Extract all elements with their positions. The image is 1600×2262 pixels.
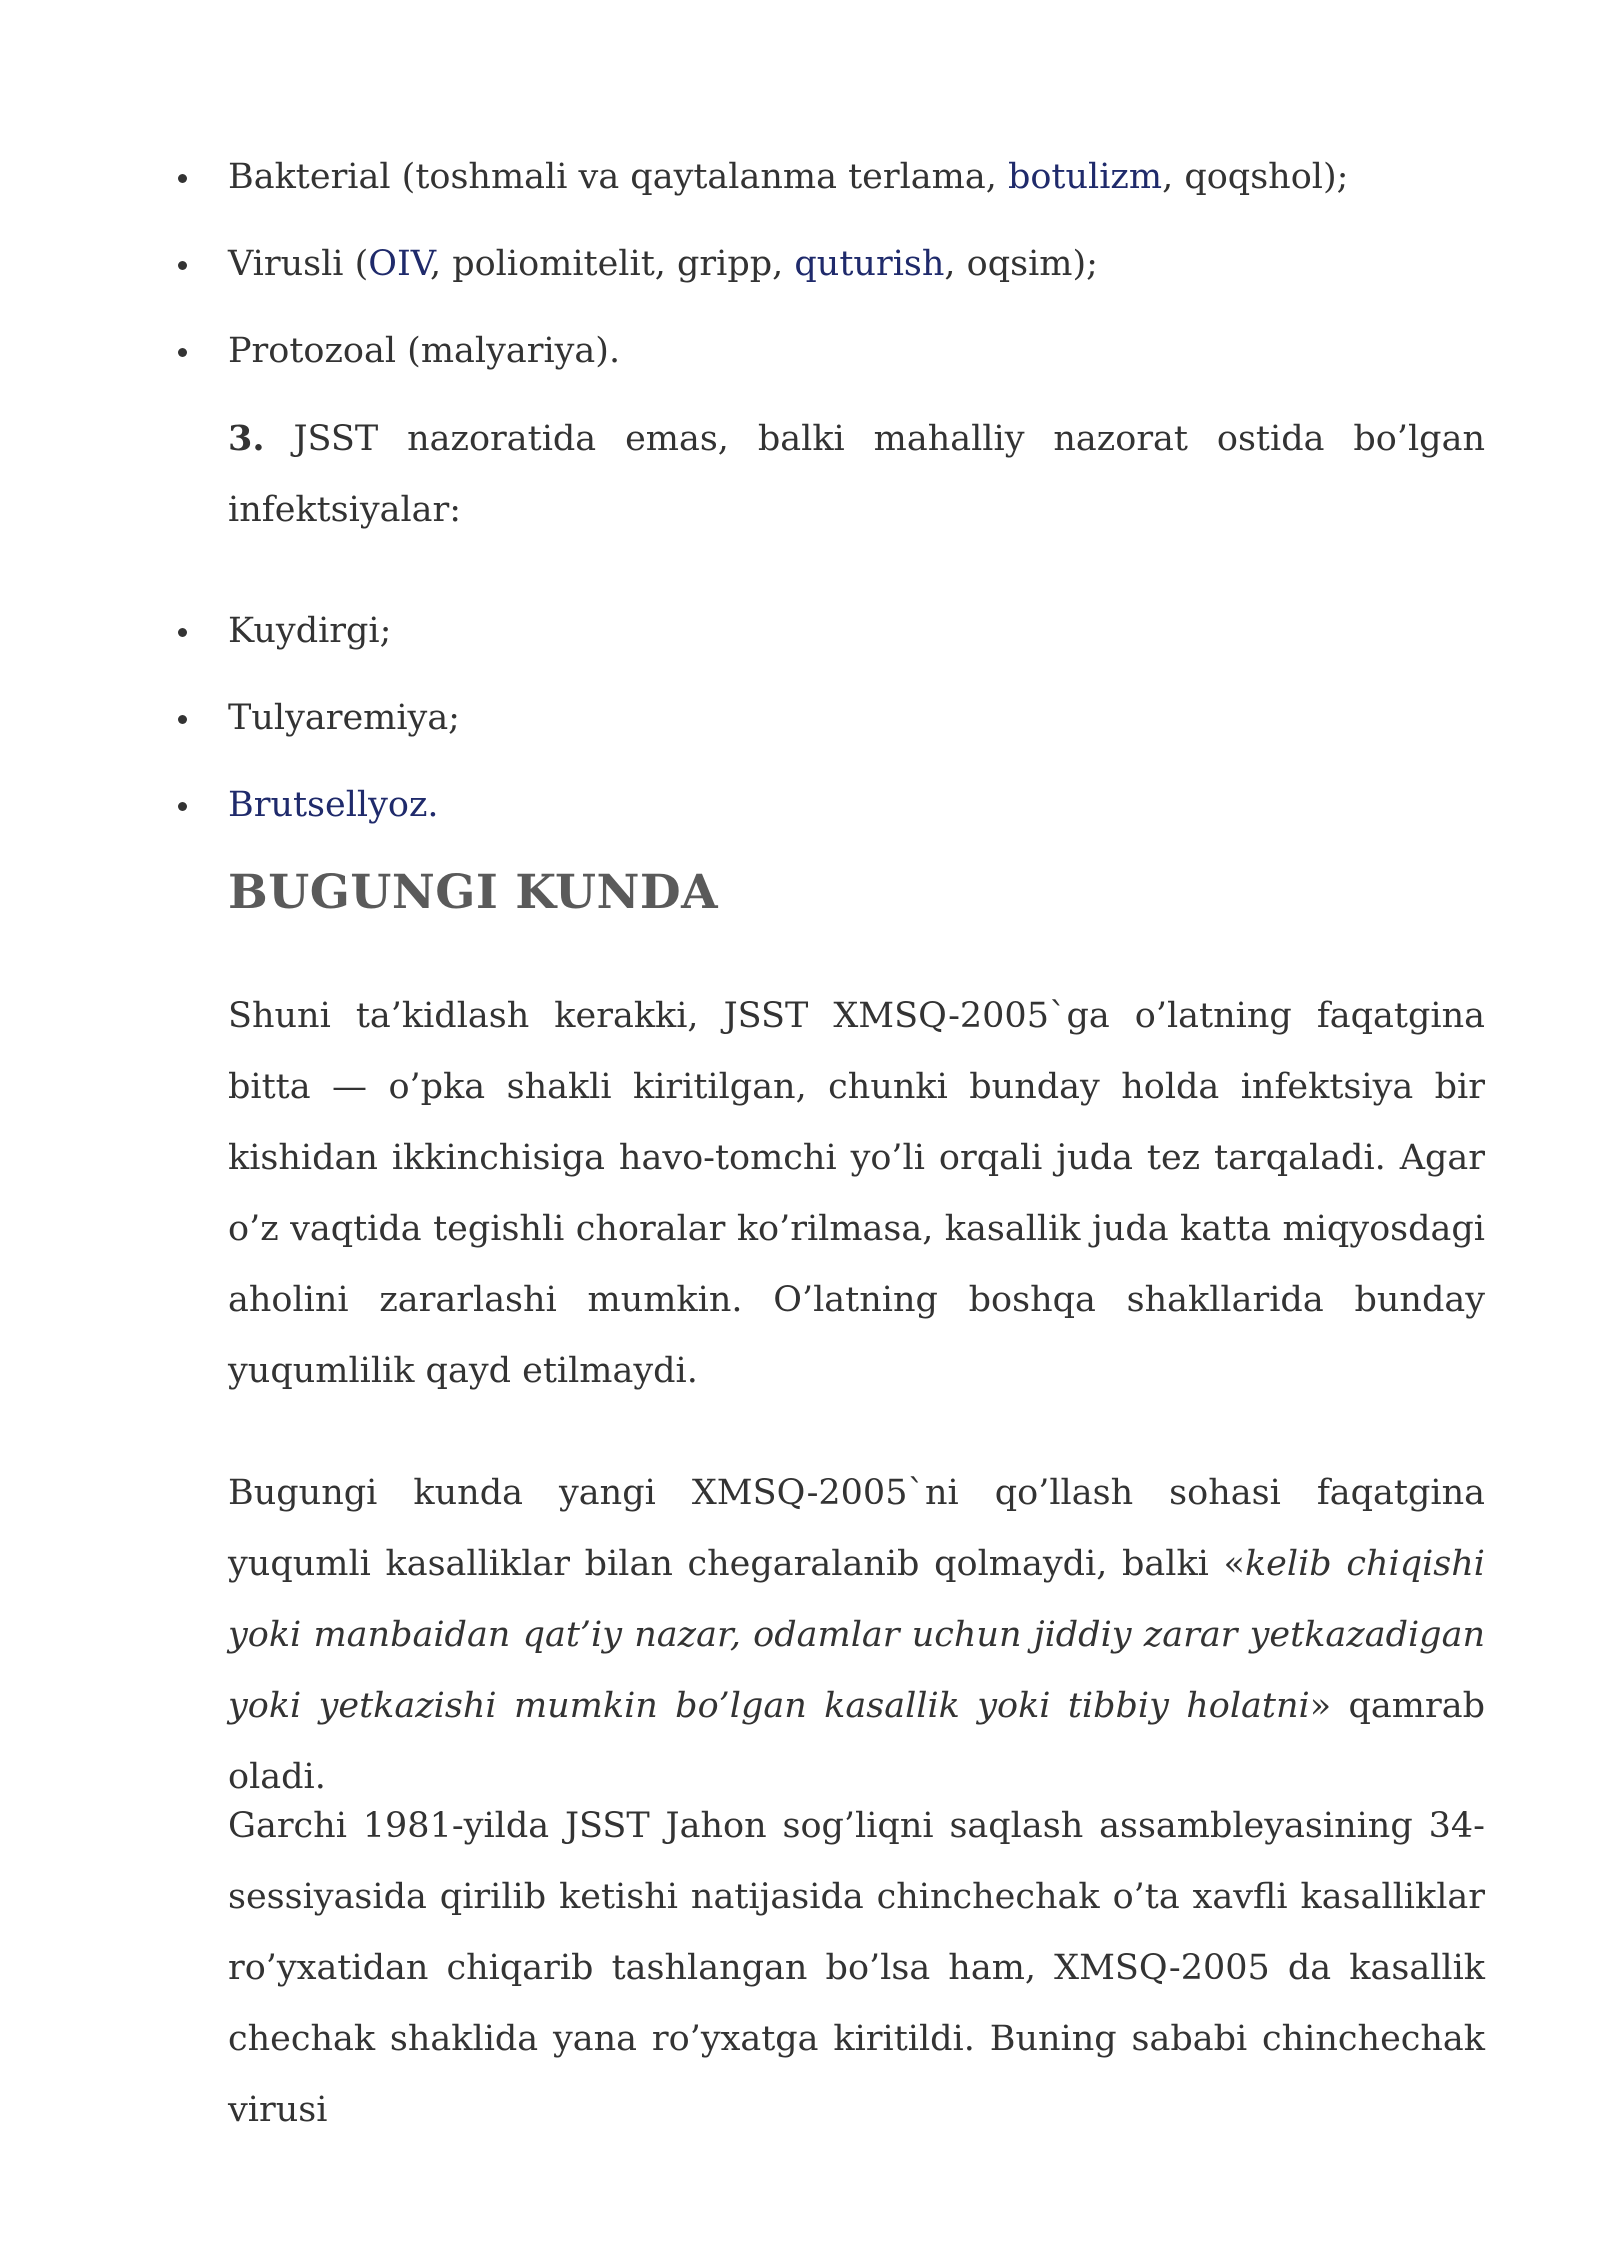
list-item-bacterial [0,134,1600,221]
infection-list-who [0,134,1600,395]
list-item-text: Kuydirgi; [228,611,392,651]
paragraph-text: Garchi 1981-yilda JSST Jahon sog’liqni saqlash assambleyasining 34-sessiyasida qirilib ketishi natijasida chinchechak o’ta xavfli kasalliklar ro’yxatidan chiqarib tashlangan bo’lsa ham, XMSQ-2005 da kasallik chechak shaklida yana ro’yxatga kiritildi. Buning sababi chinchechak virusi [228,1806,1485,2130]
list-item-text: , oqsim); [944,244,1098,284]
paragraph-text-part: Bugungi kunda yangi XMSQ-2005`ni qo’llash sohasi faqatgina yuqumli kasalliklar bilan chegaralanib qolmaydi, balki « [228,1473,1485,1584]
list-item-text: Bakterial (toshmali va qaytalanma terlama, [228,157,1008,197]
link-oiv[interactable]: OIV [368,244,430,284]
link-botulizm[interactable]: botulizm [1007,157,1163,197]
list-item-text: , qoqshol); [1162,157,1349,197]
bullet-icon [178,628,187,637]
list-item-text: Tulyaremiya; [228,698,460,738]
list-item-text: Protozoal (malyariya). [228,331,621,371]
paragraph-2 [228,1458,1485,1813]
bullet-icon [178,174,187,183]
list-item-protozoal [0,308,1600,395]
list-item-kuydirgi [0,588,1600,675]
list-item-text: , poliomitelit, gripp, [429,244,795,284]
list-item-viral [0,221,1600,308]
bullet-icon [178,802,187,811]
section-3-intro [228,403,1485,546]
list-item-text: Virusli ( [228,244,369,284]
section-number: 3. [228,418,265,459]
paragraph-text-part: » qamrab oladi. [228,1686,1485,1797]
infection-list-local [0,588,1600,849]
bullet-icon [178,348,187,357]
section-3-text: JSST nazoratida emas, balki mahalliy nazorat ostida bo’lgan infektsiyalar: [228,419,1485,530]
bullet-icon [178,261,187,270]
list-item-tulyaremiya [0,675,1600,762]
bullet-icon [178,715,187,724]
paragraph-1 [228,981,1485,1407]
link-quturish[interactable]: quturish [794,244,945,284]
paragraph-text [228,1458,1485,1813]
section-heading: BUGUNGI KUNDA [228,865,719,920]
paragraph-quote: kelib chiqishi yoki manbaidan qat’iy nazar, odamlar uchun jiddiy zarar yetkazadigan yoki yetkazishi mumkin bo’lgan kasallik yoki tibbiy holatni [228,1544,1485,1726]
paragraph-3 [228,1791,1485,2146]
list-item-brutsellyoz [0,762,1600,849]
paragraph-text: Shuni ta’kidlash kerakki, JSST XMSQ-2005`ga o’latning faqatgina bitta — o’pka shakli kiritilgan, chunki bunday holda infektsiya bir kishidan ikkinchisiga havo-tomchi yo’li orqali juda tez tarqaladi. Agar o’z vaqtida tegishli choralar ko’rilmasa, kasallik juda katta miqyosdagi aholini zararlashi mumkin. O’latning boshqa shakllarida bunday yuqumlilik qayd etilmaydi. [228,996,1485,1391]
link-brutsellyoz[interactable]: Brutsellyoz. [228,785,439,825]
